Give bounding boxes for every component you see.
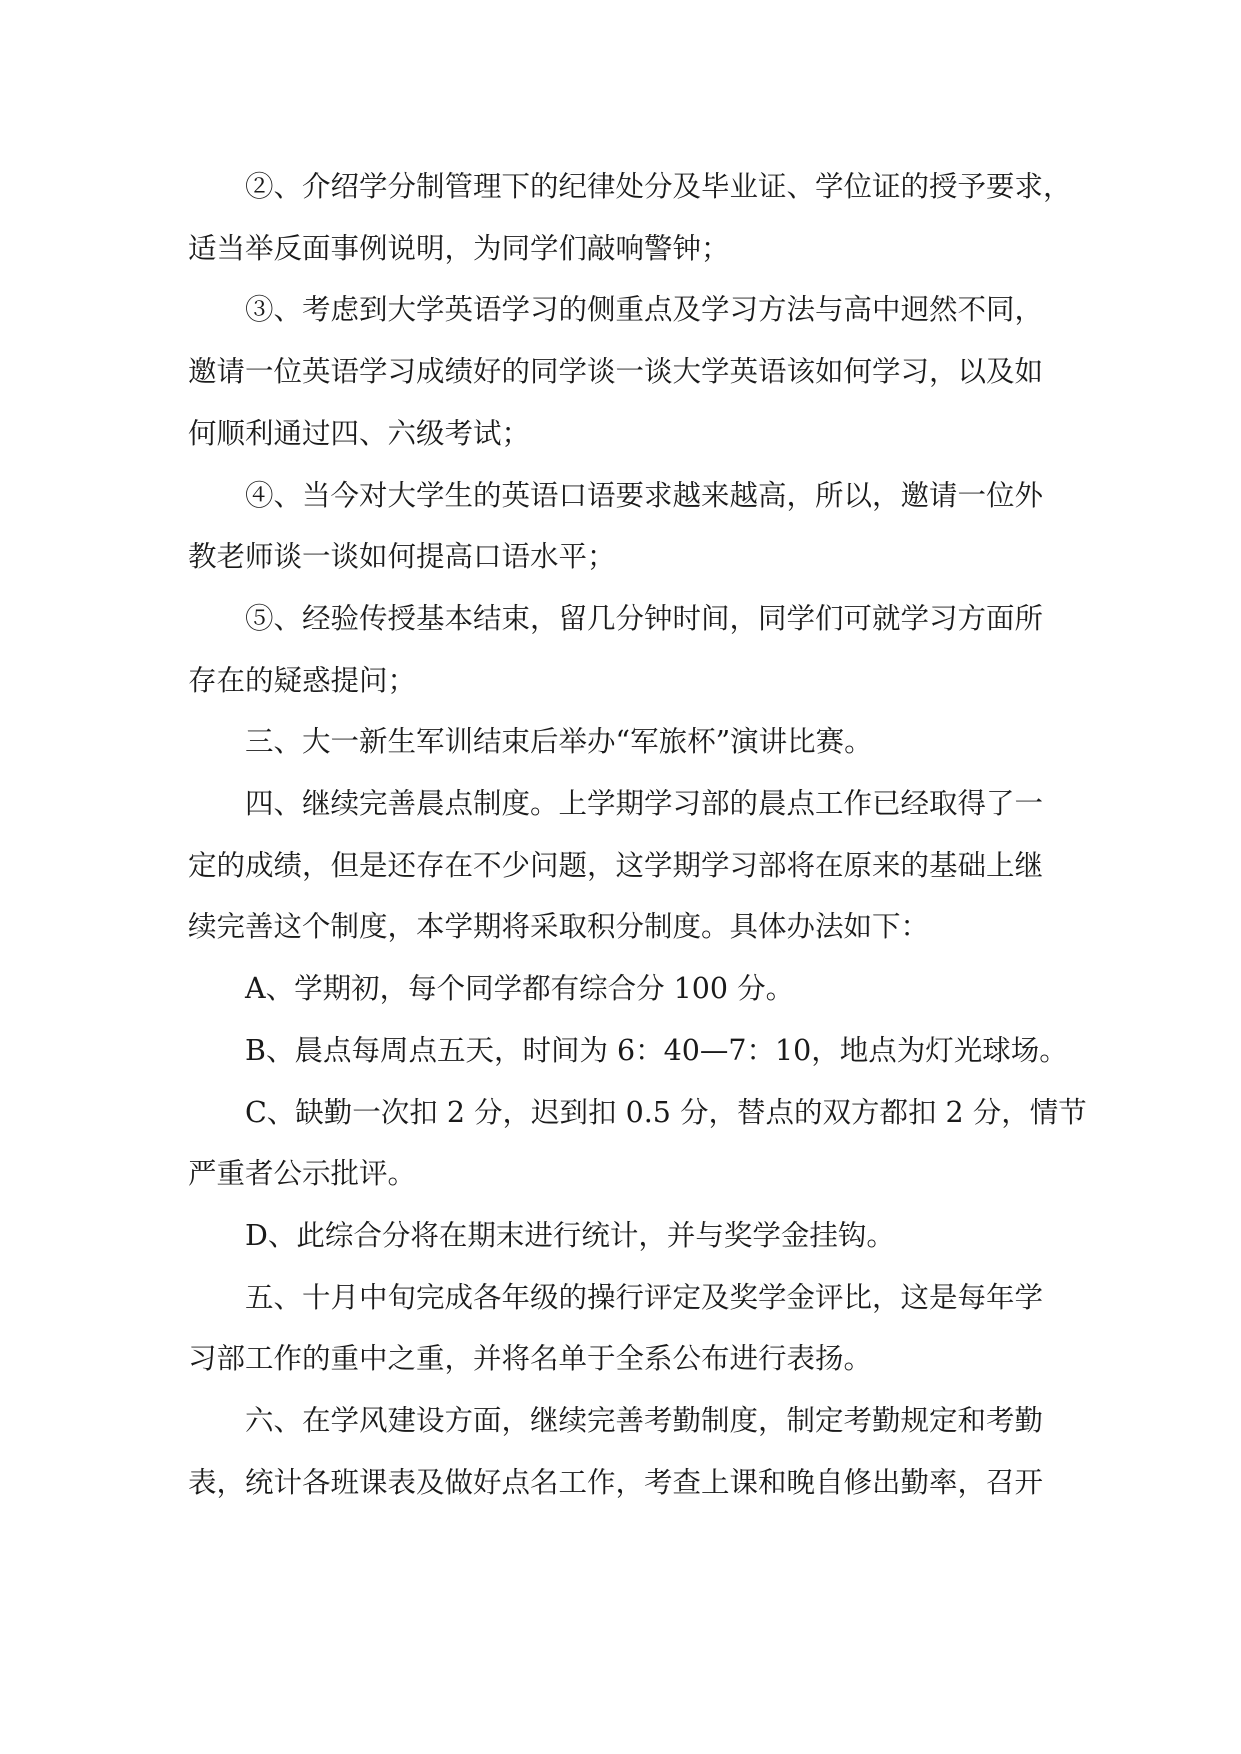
paragraph-item-3 [188, 279, 1054, 464]
text-line: 六、在学风建设方面，继续完善考勤制度，制定考勤规定和考勤 [245, 1404, 1044, 1438]
text-line: 续完善这个制度，本学期将采取积分制度。具体办法如下： [188, 910, 930, 944]
paragraph-rule-c [188, 1082, 1087, 1205]
paragraph-item-5 [188, 588, 1054, 711]
text-line: 存在的疑惑提问； [188, 663, 417, 697]
text-line: 邀请一位英语学习成绩好的同学谈一谈大学英语该如何学习，以及如 [188, 355, 1044, 389]
text-line: ⑤、经验传授基本结束，留几分钟时间，同学们可就学习方面所 [245, 601, 1044, 635]
paragraph-item-4 [188, 465, 1054, 588]
paragraph-item-2 [188, 156, 1072, 279]
text-line: 四、继续完善晨点制度。上学期学习部的晨点工作已经取得了一 [245, 787, 1044, 821]
text-line: ③、考虑到大学英语学习的侧重点及学习方法与高中迥然不同， [245, 293, 1044, 327]
paragraph-section-3 [188, 711, 1054, 773]
text-line: 五、十月中旬完成各年级的操行评定及奖学金评比，这是每年学 [245, 1280, 1044, 1314]
text-line: D、此综合分将在期末进行统计，并与奖学金挂钩。 [245, 1218, 895, 1252]
paragraph-section-5 [188, 1267, 1054, 1390]
paragraph-rule-d [188, 1205, 1054, 1267]
text-line: 教老师谈一谈如何提高口语水平； [188, 540, 616, 574]
text-line: 何顺利通过四、六级考试； [188, 416, 531, 450]
text-line: ②、介绍学分制管理下的纪律处分及毕业证、学位证的授予要求， [245, 170, 1072, 203]
text-line: A、学期初，每个同学都有综合分 100 分。 [245, 972, 795, 1006]
text-line: C、缺勤一次扣 2 分，迟到扣 0.5 分，替点的双方都扣 2 分，情节 [245, 1095, 1087, 1129]
text-line: B、晨点每周点五天，时间为 6：40—7：10，地点为灯光球场。 [245, 1033, 1068, 1067]
text-line: 适当举反面事例说明，为同学们敲响警钟； [188, 231, 730, 265]
paragraph-rule-a [188, 958, 1054, 1020]
text-line: ④、当今对大学生的英语口语要求越来越高，所以，邀请一位外 [245, 478, 1044, 512]
text-line: 三、大一新生军训结束后举办“军旅杯”演讲比赛。 [245, 725, 873, 759]
paragraph-section-6 [188, 1390, 1054, 1513]
text-line: 习部工作的重中之重，并将名单于全系公布进行表扬。 [188, 1342, 873, 1376]
paragraph-section-4 [188, 773, 1054, 958]
paragraph-rule-b [188, 1020, 1068, 1082]
text-line: 定的成绩，但是还存在不少问题，这学期学习部将在原来的基础上继 [188, 848, 1044, 882]
text-line: 表，统计各班课表及做好点名工作，考查上课和晚自修出勤率，召开 [188, 1465, 1044, 1499]
document-body [188, 156, 1087, 1513]
text-line: 严重者公示批评。 [188, 1157, 417, 1191]
